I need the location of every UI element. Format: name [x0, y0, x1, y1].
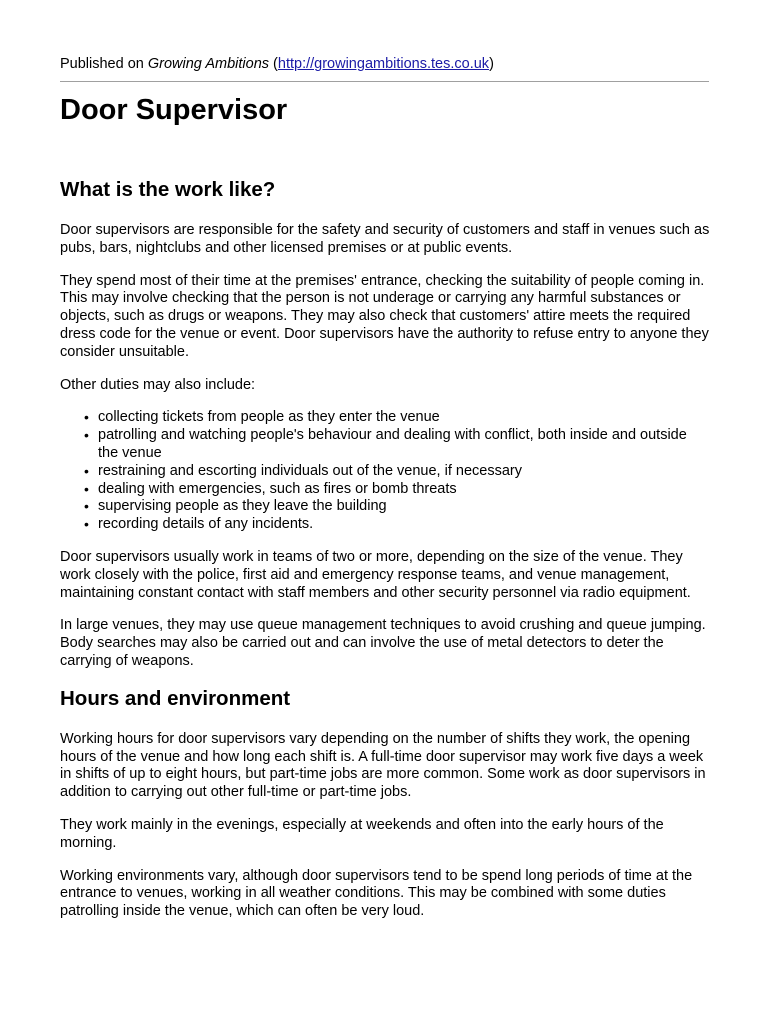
published-line: [60, 55, 494, 73]
page-title: Door Supervisor: [60, 94, 288, 126]
list-item: [60, 463, 710, 481]
paragraph: They work mainly in the evenings, especially at weekends and often into the early hours of the morning.: [60, 816, 664, 851]
list-item-text: patrolling and watching people's behaviour and dealing with conflict, both inside and outside the venue: [98, 427, 687, 461]
paragraph: Working hours for door supervisors vary depending on the number of shifts they work, the opening hours of the venue and how long each shift is. A full-time door supervisor may work five days a week in shifts of up to eight hours, but part-time jobs are more common. Some work as door supervisors in addition to carrying out other full-time or part-time jobs.: [60, 730, 706, 801]
paragraph: Working environments vary, although door supervisors tend to be spend long periods of time at the entrance to venues, working in all weather conditions. This may be combined with some duties patrolling inside the venue, which can often be very loud.: [60, 867, 693, 920]
bullet-icon: •: [84, 409, 89, 426]
paragraph: Door supervisors usually work in teams of two or more, depending on the size of the venue. They work closely with the police, first aid and emergency response teams, and venue management, maintaining constant contact with staff members and other security personnel via radio equipment.: [60, 548, 691, 601]
list-item-text: restraining and escorting individuals out of the venue, if necessary: [98, 462, 522, 479]
list-item: [60, 481, 710, 499]
section-heading-work: What is the work like?: [60, 178, 276, 201]
open-paren: (: [269, 56, 278, 72]
bullet-icon: •: [84, 516, 89, 533]
bullet-icon: •: [84, 427, 89, 444]
paragraph: They spend most of their time at the premises' entrance, checking the suitability of people coming in. This may involve checking that the person is not underage or carrying any harmful substances or objects, such as drugs or weapons. They may also check that customers' attire meets the required dress code for the venue or event. Door supervisors have the authority to refuse entry to anyone they consider unsuitable.: [60, 272, 709, 360]
paragraph: Other duties may also include:: [60, 376, 256, 393]
section-heading-hours: Hours and environment: [60, 686, 291, 710]
site-name: Growing Ambitions: [147, 56, 270, 72]
list-item-text: recording details of any incidents.: [98, 516, 314, 533]
paragraph: Door supervisors are responsible for the safety and security of customers and staff in venues such as pubs, bars, nightclubs and other licensed premises or at public events.: [60, 222, 710, 256]
header-divider: [60, 81, 709, 82]
list-item-text: dealing with emergencies, such as fires or bomb threats: [98, 480, 457, 497]
list-item: [60, 498, 710, 516]
list-item-text: supervising people as they leave the building: [98, 498, 387, 515]
duties-list: [60, 409, 710, 534]
list-item-text: collecting tickets from people as they enter the venue: [98, 409, 440, 426]
close-paren: ): [489, 56, 494, 72]
published-prefix: Published on: [60, 56, 144, 72]
bullet-icon: •: [84, 462, 89, 479]
list-item: [60, 409, 710, 427]
site-url-link[interactable]: http://growingambitions.tes.co.uk: [277, 56, 490, 72]
list-item: [60, 516, 710, 534]
bullet-icon: •: [84, 480, 89, 497]
bullet-icon: •: [84, 498, 89, 515]
paragraph: In large venues, they may use queue management techniques to avoid crushing and queue jumping. Body searches may also be carried out and can involve the use of metal detectors to deter the carrying of weapons.: [60, 617, 706, 669]
article-body: [60, 176, 710, 921]
list-item: [60, 427, 710, 463]
